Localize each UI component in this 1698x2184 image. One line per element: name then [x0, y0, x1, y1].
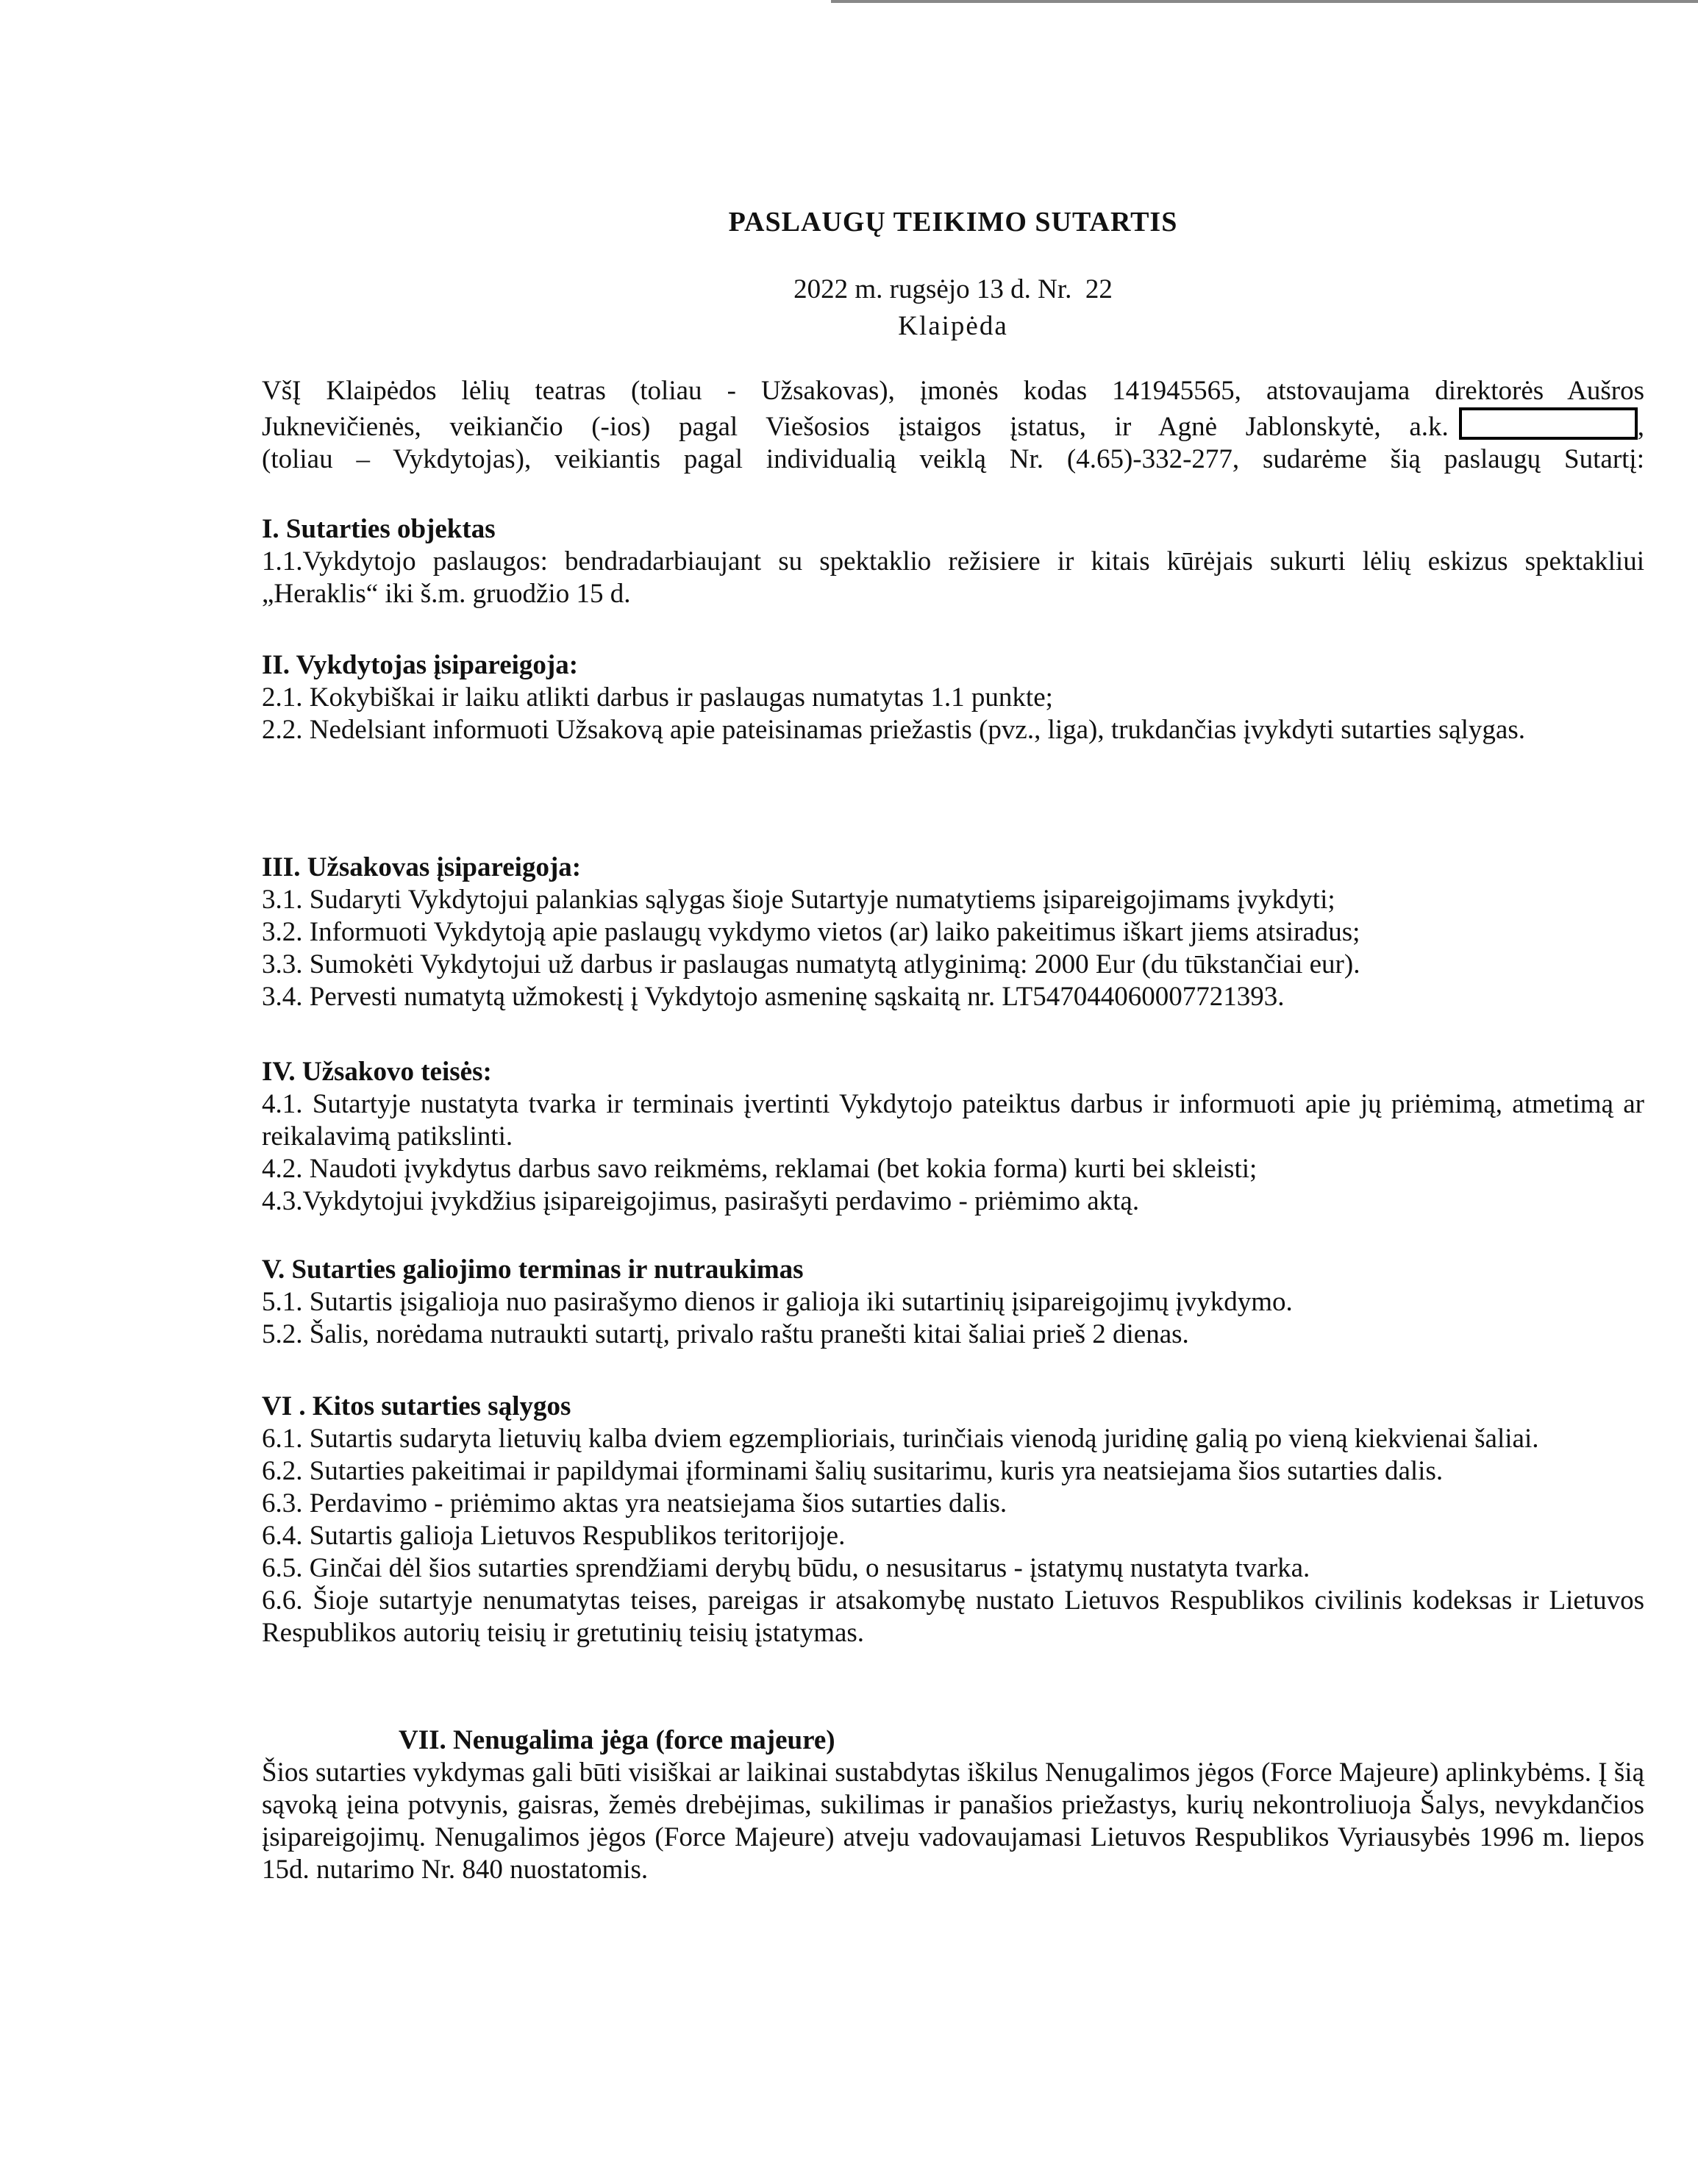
section-1	[262, 513, 1644, 610]
city: Klaipėda	[898, 311, 1008, 341]
date-number: 2022 m. rugsėjo 13 d. Nr. 22	[793, 274, 1113, 304]
comma: ,	[1637, 412, 1644, 442]
section-4	[262, 1056, 1644, 1218]
section-2	[262, 649, 1644, 746]
clause: 5.1. Sutartis įsigalioja nuo pasirašymo dienos ir galioja iki sutartinių įsipareigojimų įvykdymo.	[262, 1287, 1293, 1317]
redacted-personal-code-box	[1459, 407, 1638, 440]
section-heading: II. Vykdytojas įsipareigoja:	[262, 650, 579, 680]
intro-line	[262, 407, 1644, 443]
clause: 4.1. Sutartyje nustatyta tvarka ir terminais įvertinti Vykdytojo pateiktus darbus ir informuoti apie jų priėmimą, atmetimą ar reikalavimą patikslinti.	[262, 1089, 1644, 1152]
document-title: PASLAUGŲ TEIKIMO SUTARTIS	[728, 207, 1178, 238]
section-7	[262, 1724, 1644, 1886]
clause: 2.2. Nedelsiant informuoti Užsakovą apie pateisinamas priežastis (pvz., liga), trukdančias įvykdyti sutarties sąlygas.	[262, 715, 1525, 745]
section-heading: VI . Kitos sutarties sąlygos	[262, 1391, 571, 1421]
section-heading: VII. Nenugalima jėga (force majeure)	[399, 1725, 835, 1755]
intro-text: Juknevičienės, veikiančio (-ios) pagal Viešosios įstaigos įstatus, ir Agnė Jablonskytė, a.k.	[262, 412, 1449, 442]
section-3	[262, 852, 1644, 1013]
scan-edge-line	[831, 0, 1698, 3]
clause: 3.4. Pervesti numatytą užmokestį į Vykdytojo asmeninę sąskaitą nr. LT547044060007721393.	[262, 982, 1285, 1012]
clause: 6.6. Šioje sutartyje nenumatytas teises, pareigas ir atsakomybę nustato Lietuvos Respublikos civilinis kodeksas ir Lietuvos Respublikos autorių teisių ir gretutinių teisių įstatymas.	[262, 1585, 1644, 1648]
clause: 3.2. Informuoti Vykdytoją apie paslaugų vykdymo vietos (ar) laiko pakeitimus iškart jiems atsiradus;	[262, 917, 1360, 947]
intro-line: (toliau – Vykdytojas), veikiantis pagal individualią veiklą Nr. (4.65)-332-277, sudarėme šią paslaugų Sutartį:	[262, 444, 1644, 474]
section-5	[262, 1254, 1644, 1351]
clause: Šios sutarties vykdymas gali būti visiškai ar laikinai sustabdytas iškilus Nenugalimos jėgos (Force Majeure) aplinkybėms. Į šią sąvoką įeina potvynis, gaisras, žemės drebėjimas, sukilimas ir panašios priežastys, kurių nekontroliuoja Šalys, nevykdančios įsipareigojimų. Nenugalimos jėgos (Force Majeure) atveju vadovaujamasi Lietuvos Respublikos Vyriausybės 1996 m. liepos 15d. nutarimo Nr. 840 nuostatomis.	[262, 1757, 1644, 1885]
clause: 4.2. Naudoti įvykdytus darbus savo reikmėms, reklamai (bet kokia forma) kurti bei skleisti;	[262, 1154, 1258, 1184]
clause: 6.1. Sutartis sudaryta lietuvių kalba dviem egzemplioriais, turinčiais vienodą juridinę galią po vieną kiekvienai šaliai.	[262, 1424, 1539, 1454]
section-heading: IV. Užsakovo teisės:	[262, 1057, 492, 1087]
section-heading: III. Užsakovas įsipareigoja:	[262, 852, 582, 882]
clause: 1.1.Vykdytojo paslaugos: bendradarbiaujant su spektaklio režisiere ir kitais kūrėjais sukurti lėlių eskizus spektakliui „Heraklis“ iki š.m. gruodžio 15 d.	[262, 546, 1644, 609]
clause: 6.4. Sutartis galioja Lietuvos Respublikos teritorijoje.	[262, 1521, 846, 1551]
clause: 3.3. Sumokėti Vykdytojui už darbus ir paslaugas numatytą atlyginimą: 2000 Eur (du tūkstančiai eur).	[262, 949, 1360, 979]
clause: 2.1. Kokybiškai ir laiku atlikti darbus ir paslaugas numatytas 1.1 punkte;	[262, 682, 1053, 713]
clause: 5.2. Šalis, norėdama nutraukti sutartį, privalo raštu pranešti kitai šaliai prieš 2 dienas.	[262, 1319, 1189, 1349]
clause: 4.3.Vykdytojui įvykdžius įsipareigojimus, pasirašyti perdavimo - priėmimo aktą.	[262, 1186, 1140, 1216]
section-6	[262, 1391, 1644, 1649]
clause: 6.3. Perdavimo - priėmimo aktas yra neatsiejama šios sutarties dalis.	[262, 1488, 1007, 1519]
section-heading: I. Sutarties objektas	[262, 514, 496, 544]
clause: 3.1. Sudaryti Vykdytojui palankias sąlygas šioje Sutartyje numatytiems įsipareigojimams įvykdyti;	[262, 885, 1335, 915]
intro-line: VšĮ Klaipėdos lėlių teatras (toliau - Užsakovas), įmonės kodas 141945565, atstovaujama direktorės Aušros	[262, 376, 1644, 406]
clause: 6.5. Ginčai dėl šios sutarties sprendžiami derybų būdu, o nesusitarus - įstatymų nustatyta tvarka.	[262, 1553, 1310, 1583]
section-heading: V. Sutarties galiojimo terminas ir nutraukimas	[262, 1255, 804, 1285]
intro-paragraph	[262, 375, 1644, 476]
clause: 6.2. Sutarties pakeitimai ir papildymai įforminami šalių susitarimu, kuris yra neatsiejama šios sutarties dalis.	[262, 1456, 1444, 1486]
